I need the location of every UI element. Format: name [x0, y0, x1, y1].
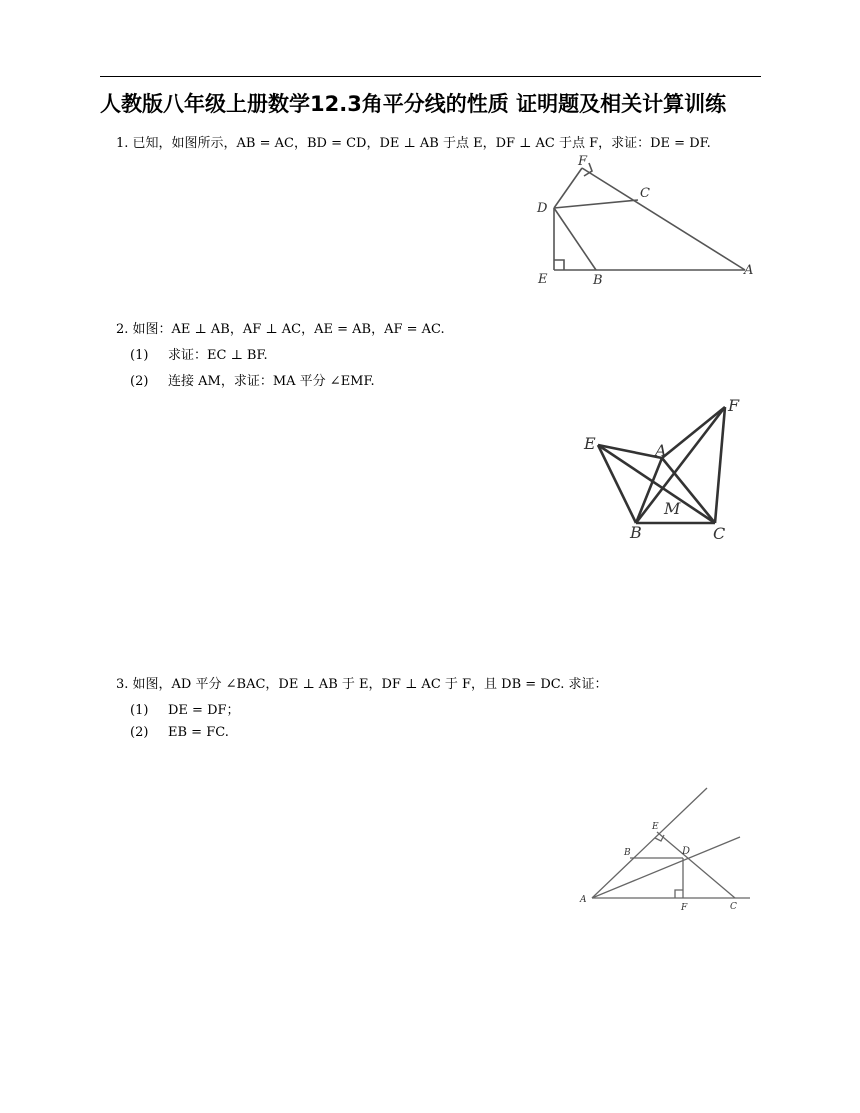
problem-2-text: 如图：AE ⊥ AB，AF ⊥ AC，AE = AB，AF = AC.	[132, 322, 445, 337]
label-E: E	[584, 434, 596, 453]
problem-1	[116, 132, 711, 151]
problem-3-number: 3.	[116, 677, 129, 692]
problem-3-part-2-label: (2)	[130, 725, 149, 740]
figure-2	[580, 395, 750, 550]
problem-2-part-2-text: 连接 AM，求证：MA 平分 ∠EMF.	[168, 374, 375, 389]
problem-3-part-2-text: EB = FC.	[168, 725, 229, 740]
label-B: B	[593, 273, 603, 288]
problem-3-part-1	[130, 699, 240, 718]
label-B: B	[624, 848, 631, 858]
problem-2-part-1-text: 求证：EC ⊥ BF.	[168, 348, 268, 363]
problem-2-part-1	[130, 344, 268, 363]
segment-AF	[662, 407, 725, 458]
label-A: A	[580, 895, 587, 905]
label-F: F	[681, 903, 688, 913]
problem-2-part-2	[130, 370, 375, 389]
page-title: 人教版八年级上册数学12.3角平分线的性质 证明题及相关计算训练	[100, 92, 727, 116]
segment-FA	[582, 168, 745, 270]
label-B: B	[630, 523, 642, 542]
problem-3-part-1-label: (1)	[130, 703, 149, 718]
segment-AB	[636, 458, 662, 523]
label-D: D	[682, 846, 691, 857]
label-D: D	[537, 201, 548, 216]
segment-DC	[554, 200, 638, 208]
label-C: C	[713, 524, 726, 543]
problem-2-part-2-label: (2)	[130, 374, 149, 389]
problem-2	[116, 318, 445, 337]
problem-3-part-1-text: DE = DF；	[168, 703, 240, 718]
label-A: A	[744, 263, 754, 278]
problem-3	[116, 673, 608, 692]
label-M: M	[664, 499, 681, 518]
problem-1-text: 已知，如图所示，AB = AC，BD = CD，DE ⊥ AB 于点 E，DF ⊥ AC 于点 F，求证：DE = DF.	[132, 136, 711, 151]
ray-AB	[592, 788, 707, 898]
label-E: E	[538, 272, 548, 287]
problem-2-part-1-label: (1)	[130, 348, 149, 363]
segment-BF	[636, 407, 725, 523]
header-rule	[100, 76, 761, 77]
label-F: F	[728, 396, 740, 415]
right-angle-E	[554, 260, 564, 270]
label-F: F	[578, 154, 588, 169]
problem-2-number: 2.	[116, 322, 129, 337]
problem-1-number: 1.	[116, 136, 129, 151]
problem-3-part-2	[130, 725, 229, 740]
figure-3	[575, 782, 760, 912]
right-angle-F	[675, 890, 683, 898]
problem-3-text: 如图，AD 平分 ∠BAC，DE ⊥ AB 于 E，DF ⊥ AC 于 F，且 DB = DC. 求证：	[132, 677, 608, 692]
label-E: E	[652, 822, 659, 832]
label-C: C	[730, 902, 737, 912]
ray-AD	[592, 837, 740, 898]
segment-CF	[715, 407, 725, 523]
segment-EC	[657, 832, 735, 898]
segment-DF	[554, 168, 582, 208]
figure-1	[530, 150, 760, 290]
label-C: C	[640, 186, 650, 201]
label-A: A	[655, 441, 667, 460]
